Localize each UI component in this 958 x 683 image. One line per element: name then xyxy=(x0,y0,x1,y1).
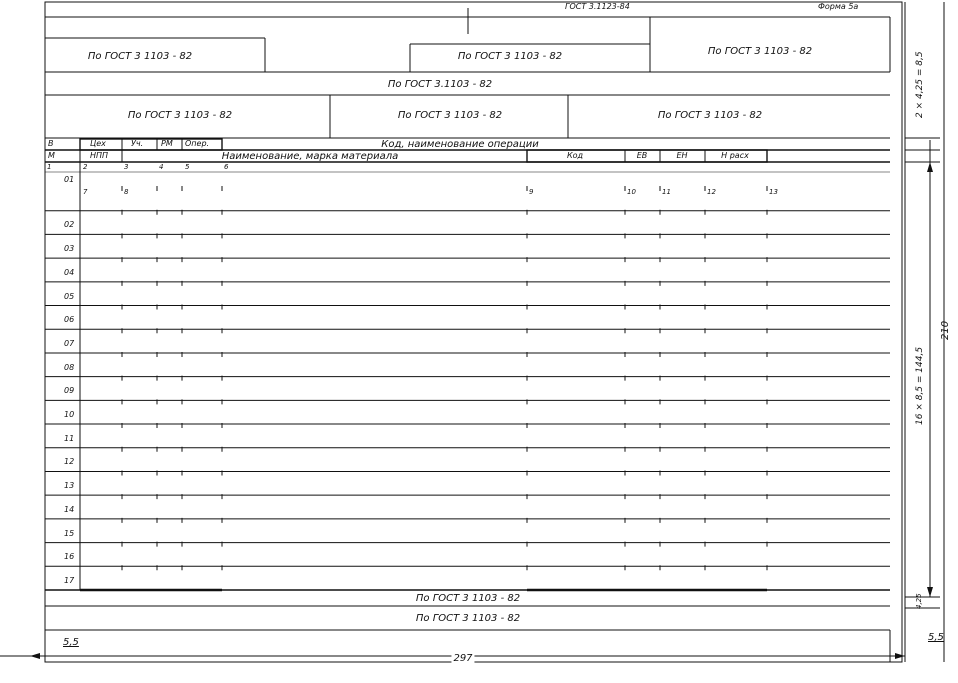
row-number: 01 xyxy=(64,175,75,184)
row-number: 12 xyxy=(64,457,75,467)
col-num-11: 11 xyxy=(662,188,671,196)
top-block-row3-right: По ГОСТ 3 1103 - 82 xyxy=(657,110,763,121)
col-num-8: 8 xyxy=(124,188,129,196)
row-number: 16 xyxy=(64,552,75,562)
col-num-2: 2 xyxy=(83,163,88,171)
col-num-5: 5 xyxy=(185,163,190,171)
col-ev: ЕВ xyxy=(636,151,648,160)
dim-right-margin: 5,5 xyxy=(928,632,944,643)
row-number: 03 xyxy=(64,244,75,254)
col-num-6: 6 xyxy=(224,163,229,171)
top-block-left: По ГОСТ 3 1103 - 82 xyxy=(87,51,193,62)
row-number: 14 xyxy=(64,504,75,514)
dim-width: 297 xyxy=(453,653,473,664)
form-label: Форма 5а xyxy=(818,2,859,11)
col-num-13: 13 xyxy=(769,188,778,196)
col-num-12: 12 xyxy=(707,188,716,196)
row-number: 04 xyxy=(64,267,75,277)
dim-body-rows: 16 × 8,5 = 144,5 xyxy=(915,346,925,425)
row-number: 07 xyxy=(64,338,75,348)
dim-left-margin: 5,5 xyxy=(63,637,79,648)
col-en: ЕН xyxy=(676,151,688,160)
row-number: 15 xyxy=(64,528,75,538)
dim-footer-rows: 4,25 xyxy=(915,593,923,609)
row-b-marker: М xyxy=(48,151,55,160)
col-num-3: 3 xyxy=(124,163,129,171)
row-number: 08 xyxy=(64,362,75,372)
col-tseh: Цех xyxy=(90,139,106,148)
col-npp: НПП xyxy=(90,151,109,160)
footer-line2: По ГОСТ 3 1103 - 82 xyxy=(415,613,521,624)
row-number: 13 xyxy=(64,481,75,491)
row-a-marker: В xyxy=(48,139,54,148)
operation-title: Код, наименование операции xyxy=(381,139,539,150)
row-number: 05 xyxy=(64,291,75,301)
row-number: 10 xyxy=(64,410,75,420)
dim-top-rows: 2 × 4,25 = 8,5 xyxy=(915,51,925,118)
top-block-right: По ГОСТ 3 1103 - 82 xyxy=(707,46,813,57)
col-nrash: Н расх xyxy=(721,151,749,160)
top-block-row2: По ГОСТ 3.1103 - 82 xyxy=(387,79,493,90)
col-material-name: Наименование, марка материала xyxy=(221,151,399,162)
footer-line1: По ГОСТ 3 1103 - 82 xyxy=(415,593,521,604)
top-block-middle: По ГОСТ 3 1103 - 82 xyxy=(457,51,563,62)
col-rm: РМ xyxy=(161,139,173,148)
top-block-row3-mid: По ГОСТ 3 1103 - 82 xyxy=(397,110,503,121)
row-number: 06 xyxy=(64,315,75,325)
standard-label: ГОСТ 3.1123-84 xyxy=(565,2,630,11)
col-num-7: 7 xyxy=(83,188,88,196)
col-num-10: 10 xyxy=(627,188,636,196)
col-num-1: 1 xyxy=(47,163,52,171)
row-number: 17 xyxy=(64,576,75,585)
col-code: Код xyxy=(566,151,584,160)
col-num-4: 4 xyxy=(159,163,164,171)
row-number: 02 xyxy=(64,220,75,230)
col-num-9: 9 xyxy=(529,188,534,196)
col-uch: Уч. xyxy=(131,139,144,148)
row-number: 11 xyxy=(64,433,75,443)
col-oper: Опер. xyxy=(185,139,210,148)
dim-height: 210 xyxy=(940,320,951,340)
top-block-row3-left: По ГОСТ 3 1103 - 82 xyxy=(127,110,233,121)
row-number: 09 xyxy=(64,386,75,396)
